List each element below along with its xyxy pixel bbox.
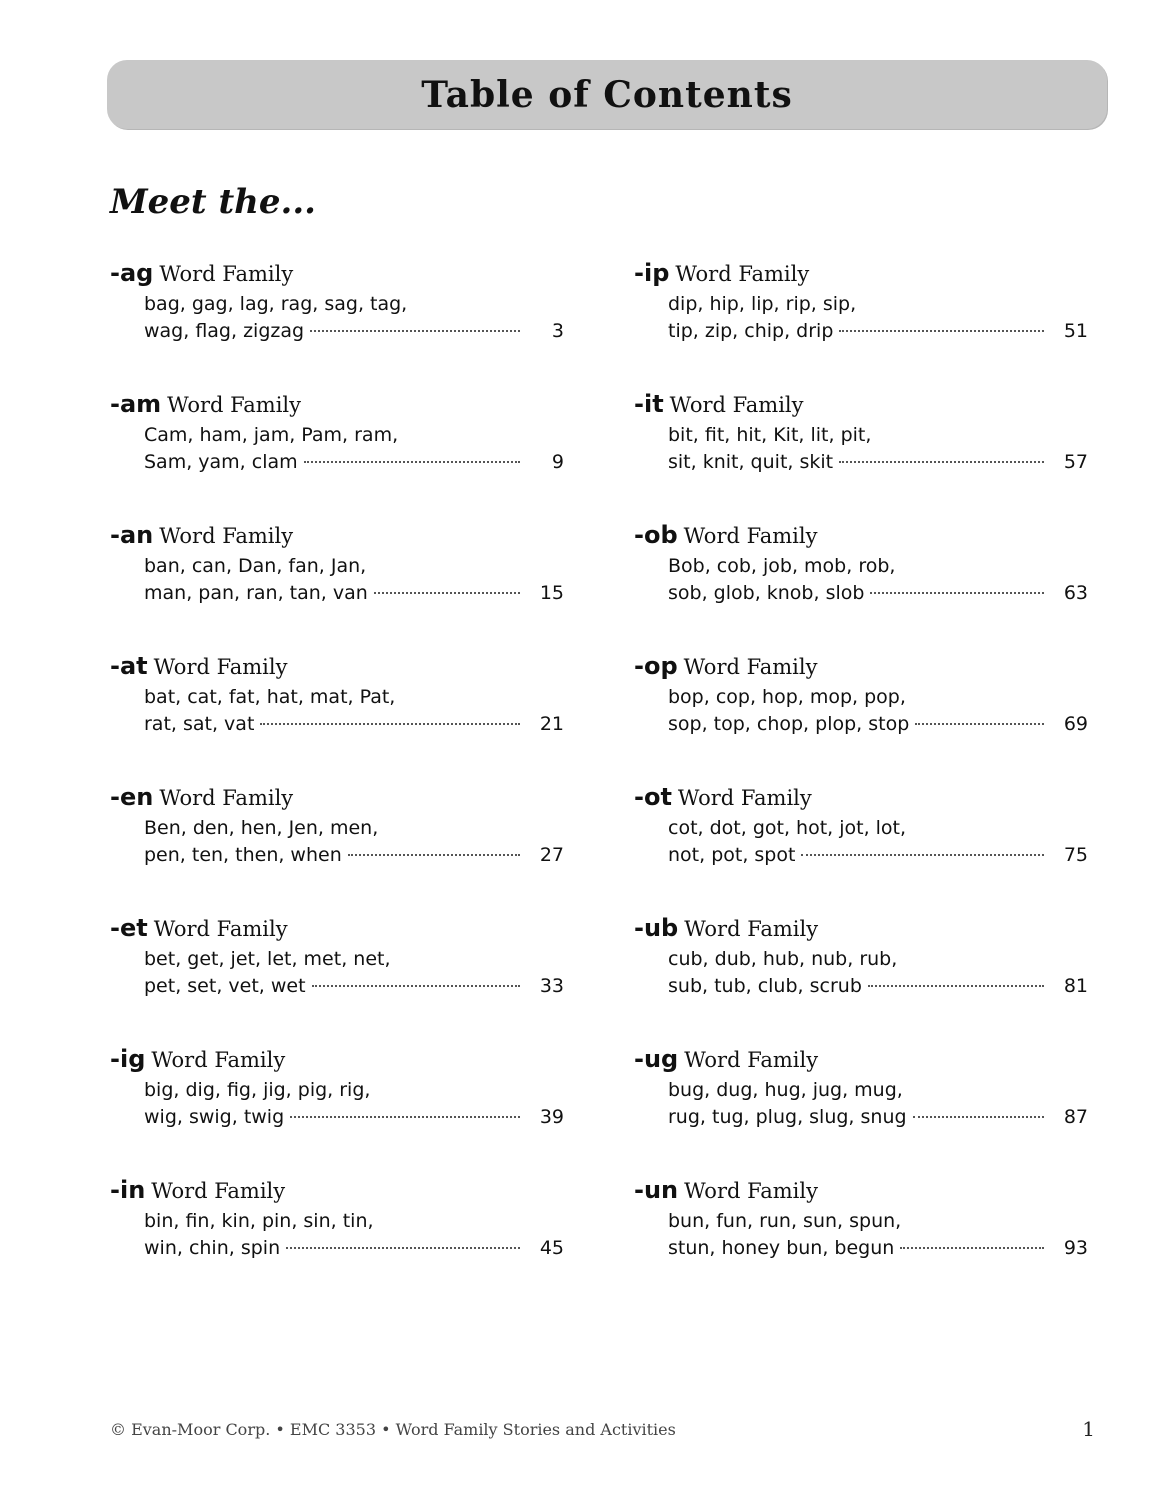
dot-leader [304,461,520,463]
word-list-text: tip, zip, chip, drip [668,320,834,342]
toc-entry [634,1041,1094,1172]
title-banner [107,60,1107,129]
page-number: 45 [539,1237,564,1259]
toc-entry [110,910,570,1041]
toc-entry [110,517,570,648]
entry-heading [110,779,570,815]
toc-entry [110,779,570,910]
page-number: 15 [539,582,564,604]
word-list-line-1: Ben, den, hen, Jen, men, [144,817,379,839]
word-family-suffix: -in [110,1176,146,1204]
page-number: 63 [1063,582,1088,604]
dot-leader [915,723,1044,725]
dot-leader [900,1247,1044,1249]
entry-heading [634,1172,1094,1208]
word-list-line-2 [668,973,1088,1000]
word-list-line-1: Cam, ham, jam, Pam, ram, [144,424,399,446]
entry-heading [110,648,570,684]
word-family-suffix: -en [110,783,154,811]
word-list-text: sub, tub, club, scrub [668,975,862,997]
entry-heading [110,255,570,291]
word-family-label: Word Family [683,655,818,679]
toc-entry [110,386,570,517]
entry-heading [110,910,570,946]
toc-right-column [634,255,1094,1303]
word-family-label: Word Family [684,1048,819,1072]
entry-heading [634,910,1094,946]
page-number: 9 [551,451,564,473]
word-list-line-1: bin, fin, kin, pin, sin, tin, [144,1210,374,1232]
word-list-line-1: dip, hip, lip, rip, sip, [668,293,857,315]
toc-entry [634,255,1094,386]
entry-heading [634,255,1094,291]
word-list-text: man, pan, ran, tan, van [144,582,368,604]
word-family-suffix: -ip [634,259,670,287]
toc-entry [634,386,1094,517]
toc-entry [110,1041,570,1172]
entry-heading [110,1172,570,1208]
word-list-line-2 [668,842,1088,869]
dot-leader [290,1116,520,1118]
word-list-line-2 [144,580,564,607]
word-family-suffix: -et [110,914,148,942]
page-number: 33 [539,975,564,997]
word-list-text: pet, set, vet, wet [144,975,306,997]
word-list-line-2 [144,1104,564,1131]
entry-heading [634,648,1094,684]
word-list-text: sit, knit, quit, skit [668,451,834,473]
word-family-suffix: -ig [110,1045,146,1073]
word-list-text: wig, swig, twig [144,1106,285,1128]
section-heading: Meet the... [110,182,317,222]
dot-leader [839,461,1044,463]
word-family-label: Word Family [683,524,818,548]
footer-copyright: © Evan-Moor Corp. • EMC 3353 • Word Family Stories and Activities [110,1420,676,1439]
entry-heading [110,386,570,422]
word-family-suffix: -it [634,390,664,418]
word-list-line-1: bag, gag, lag, rag, sag, tag, [144,293,408,315]
word-list-line-1: ban, can, Dan, fan, Jan, [144,555,367,577]
word-family-label: Word Family [159,786,294,810]
toc-entry [110,1172,570,1303]
page-number: 51 [1063,320,1088,342]
toc-entry [634,910,1094,1041]
word-list-line-1: bun, fun, run, sun, spun, [668,1210,902,1232]
word-family-suffix: -am [110,390,162,418]
entry-heading [634,779,1094,815]
word-list-text: not, pot, spot [668,844,796,866]
word-family-suffix: -ob [634,521,678,549]
page-number: 75 [1063,844,1088,866]
word-family-label: Word Family [159,262,294,286]
page-number: 21 [539,713,564,735]
word-family-suffix: -at [110,652,148,680]
dot-leader [801,854,1044,856]
dot-leader [913,1116,1044,1118]
entry-heading [110,517,570,553]
word-family-suffix: -un [634,1176,679,1204]
word-family-label: Word Family [677,786,812,810]
word-list-line-1: bet, get, jet, let, met, net, [144,948,391,970]
word-family-suffix: -an [110,521,154,549]
dot-leader [310,330,520,332]
word-list-line-2 [668,449,1088,476]
word-list-text: win, chin, spin [144,1237,281,1259]
word-list-line-1: bop, cop, hop, mop, pop, [668,686,906,708]
word-list-line-2 [144,973,564,1000]
word-family-label: Word Family [675,262,810,286]
entry-heading [634,517,1094,553]
word-list-line-2 [144,711,564,738]
page-number: 69 [1063,713,1088,735]
word-list-text: stun, honey bun, begun [668,1237,895,1259]
word-list-line-2 [668,580,1088,607]
word-family-suffix: -op [634,652,678,680]
word-list-line-2 [144,318,564,345]
word-family-suffix: -ug [634,1045,679,1073]
page-number: 81 [1063,975,1088,997]
dot-leader [374,592,520,594]
toc-entry [634,648,1094,779]
word-list-line-1: bat, cat, fat, hat, mat, Pat, [144,686,396,708]
word-family-label: Word Family [684,917,819,941]
page-title: Table of Contents [421,73,793,116]
word-list-line-1: big, dig, fig, jig, pig, rig, [144,1079,371,1101]
word-list-line-2 [668,1104,1088,1131]
word-list-line-2 [668,1235,1088,1262]
word-family-label: Word Family [151,1048,286,1072]
word-list-line-1: bug, dug, hug, jug, mug, [668,1079,903,1101]
word-list-line-2 [144,449,564,476]
page-number: 39 [539,1106,564,1128]
page-number: 57 [1063,451,1088,473]
toc-entry [634,517,1094,648]
toc-entry [634,1172,1094,1303]
word-list-text: Sam, yam, clam [144,451,298,473]
word-list-line-2 [144,1235,564,1262]
word-list-line-1: Bob, cob, job, mob, rob, [668,555,896,577]
toc-entry [110,648,570,779]
word-list-line-1: cot, dot, got, hot, jot, lot, [668,817,907,839]
word-list-line-1: bit, fit, hit, Kit, lit, pit, [668,424,872,446]
word-family-label: Word Family [153,917,288,941]
word-list-line-1: cub, dub, hub, nub, rub, [668,948,898,970]
word-list-text: sob, glob, knob, slob [668,582,865,604]
toc-left-column [110,255,570,1303]
dot-leader [286,1247,520,1249]
word-list-text: pen, ten, then, when [144,844,342,866]
word-family-label: Word Family [153,655,288,679]
dot-leader [870,592,1044,594]
entry-heading [110,1041,570,1077]
word-list-line-2 [144,842,564,869]
entry-heading [634,1041,1094,1077]
word-family-label: Word Family [684,1179,818,1203]
word-family-label: Word Family [167,393,302,417]
word-list-line-2 [668,711,1088,738]
page-number: 87 [1063,1106,1088,1128]
dot-leader [868,985,1044,987]
word-list-text: sop, top, chop, plop, stop [668,713,910,735]
word-family-label: Word Family [151,1179,286,1203]
word-list-line-2 [668,318,1088,345]
word-list-text: rug, tug, plug, slug, snug [668,1106,907,1128]
dot-leader [348,854,520,856]
word-family-suffix: -ag [110,259,154,287]
page-number: 27 [539,844,564,866]
dot-leader [312,985,520,987]
word-list-text: wag, flag, zigzag [144,320,305,342]
toc-entry [634,779,1094,910]
word-family-suffix: -ub [634,914,679,942]
entry-heading [634,386,1094,422]
toc-entry [110,255,570,386]
word-family-label: Word Family [669,393,804,417]
word-list-text: rat, sat, vat [144,713,255,735]
word-family-label: Word Family [159,524,294,548]
footer-page-number: 1 [1082,1417,1095,1441]
page-number: 93 [1063,1237,1088,1259]
dot-leader [839,330,1044,332]
page-number: 3 [551,320,564,342]
word-family-suffix: -ot [634,783,672,811]
dot-leader [260,723,520,725]
